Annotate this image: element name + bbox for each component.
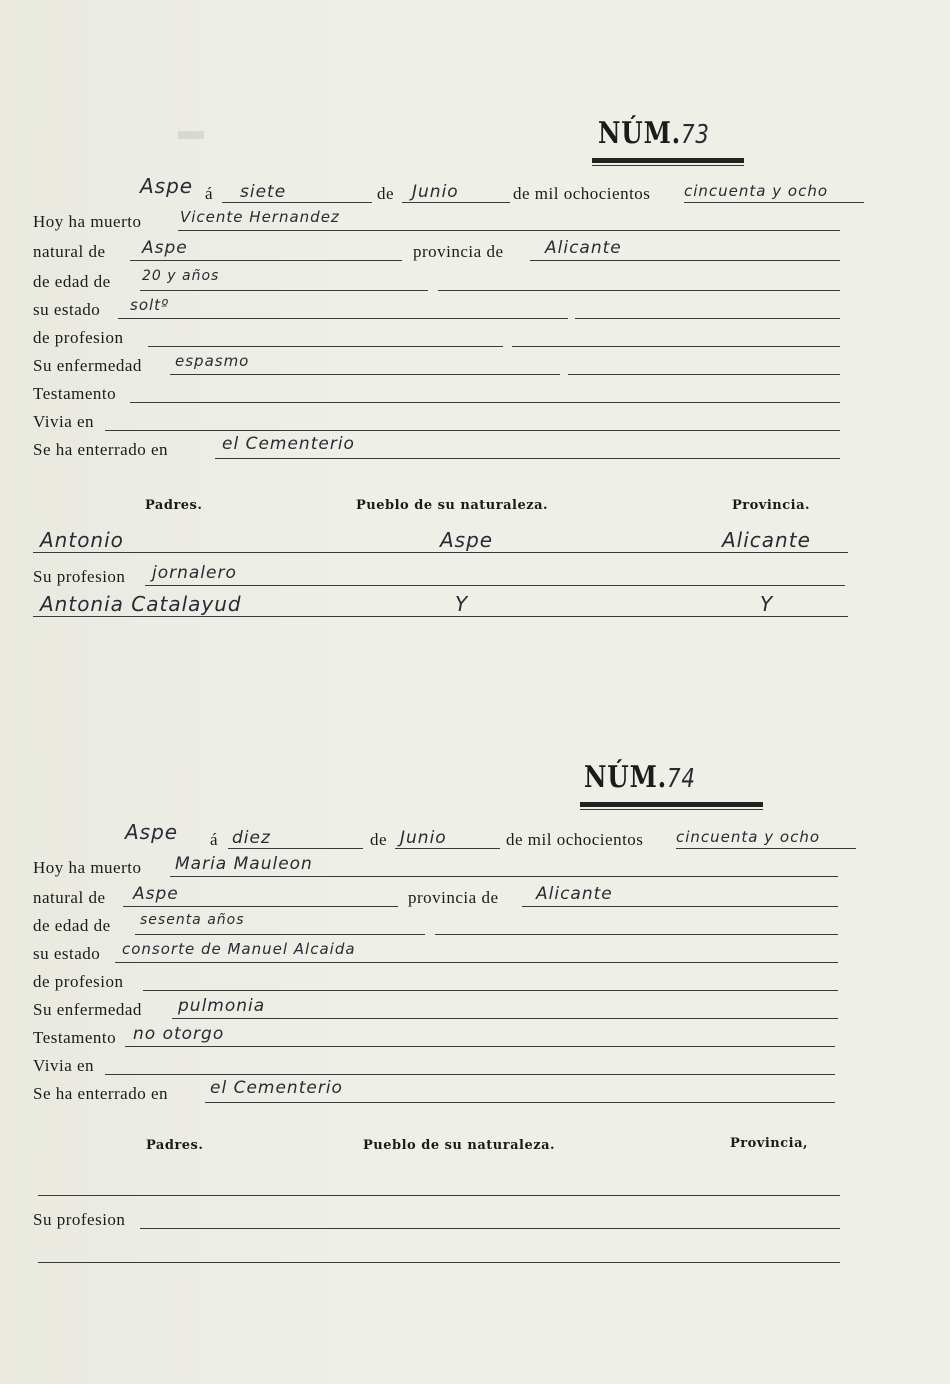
estado-label: su estado: [33, 944, 101, 963]
edad-line: [140, 290, 428, 291]
provincia-line: [522, 906, 838, 907]
enfermedad-value: espasmo: [175, 352, 250, 370]
provincia-line: [530, 260, 840, 261]
natural-value: Aspe: [142, 238, 188, 258]
enfermedad-line: [170, 374, 560, 375]
enfermedad-line-2: [568, 374, 840, 375]
name-line: [178, 230, 840, 231]
deceased-name: Vicente Hernandez: [180, 208, 340, 226]
profesion-row: [0, 324, 950, 352]
enfermedad-value: pulmonia: [178, 996, 266, 1016]
year-line: [676, 848, 856, 849]
a-label: á: [210, 830, 219, 849]
profesion-line: [148, 346, 503, 347]
a-label: á: [205, 184, 214, 203]
father-row: [0, 528, 950, 556]
natural-value: Aspe: [133, 884, 179, 904]
profesion-label: de profesion: [33, 972, 124, 991]
pueblo-heading: Pueblo de su naturaleza.: [356, 498, 549, 513]
month-value: Junio: [400, 828, 447, 848]
deceased-name: Maria Mauleon: [175, 854, 313, 874]
natural-label: natural de: [33, 888, 106, 907]
enterrado-label: Se ha enterrado en: [33, 440, 169, 459]
father-prof-row: [0, 563, 950, 591]
natural-row: [0, 884, 950, 912]
number-label: NÚM.: [598, 116, 682, 151]
hoy-label: Hoy ha muerto: [33, 212, 142, 231]
date-row: [0, 820, 950, 854]
edad-value: sesenta años: [140, 912, 245, 928]
number-underline: [580, 802, 763, 807]
number-value: 73: [681, 120, 710, 150]
profesion-label: de profesion: [33, 328, 124, 347]
testamento-label: Testamento: [33, 384, 117, 403]
enfermedad-label: Su enfermedad: [33, 1000, 142, 1019]
su-profesion-label: Su profesion: [33, 1210, 126, 1229]
estado-value: consorte de Manuel Alcaida: [122, 940, 356, 958]
vivia-line: [105, 430, 840, 431]
provincia-label: provincia de: [408, 888, 499, 907]
su-profesion-label: Su profesion: [33, 567, 126, 586]
edad-row: [0, 912, 950, 940]
number-underline-thin: [592, 165, 744, 166]
year-value: cincuenta y ocho: [676, 828, 821, 846]
year-label: de mil ochocientos: [506, 830, 644, 849]
vivia-label: Vivia en: [33, 1056, 95, 1075]
father-provincia: Alicante: [722, 528, 811, 552]
month-line: [395, 848, 500, 849]
hoy-row: [0, 208, 950, 236]
place-value: Aspe: [125, 820, 179, 844]
natural-line: [123, 906, 398, 907]
day-value: diez: [232, 828, 271, 848]
enfermedad-row: [0, 352, 950, 380]
month-line: [402, 202, 510, 203]
padres-heading: Padres.: [145, 498, 203, 513]
edad-line-2: [435, 934, 838, 935]
year-value: cincuenta y ocho: [684, 182, 829, 200]
father-pueblo: Aspe: [440, 528, 494, 552]
number-underline-thin: [580, 809, 763, 810]
number-label: NÚM.: [584, 760, 668, 795]
hoy-label: Hoy ha muerto: [33, 858, 142, 877]
vivia-row: [0, 408, 950, 436]
vivia-row: [0, 1052, 950, 1080]
testamento-line: [130, 402, 840, 403]
de-label: de: [370, 830, 388, 849]
natural-label: natural de: [33, 242, 106, 261]
day-line: [222, 202, 372, 203]
estado-label: su estado: [33, 300, 101, 319]
estado-row: [0, 296, 950, 324]
number-underline: [592, 158, 744, 163]
record-number: [598, 116, 710, 151]
mother-provincia: Y: [760, 592, 774, 616]
provincia-value: Alicante: [536, 884, 613, 904]
father-line: [38, 1195, 840, 1196]
vivia-label: Vivia en: [33, 412, 95, 431]
padres-heading: Padres.: [146, 1138, 204, 1153]
name-line: [170, 876, 838, 877]
estado-line: [118, 318, 568, 319]
provincia-label: provincia de: [413, 242, 504, 261]
enterrado-value: el Cementerio: [210, 1078, 343, 1098]
enfermedad-line: [172, 1018, 838, 1019]
de-label: de: [377, 184, 395, 203]
father-prof-line: [145, 585, 845, 586]
father-line: [33, 552, 848, 553]
provincia-heading: Provincia.: [732, 498, 811, 513]
testamento-label: Testamento: [33, 1028, 117, 1047]
record-number: [584, 760, 696, 795]
edad-value: 20 y años: [142, 268, 220, 284]
estado-line-2: [575, 318, 840, 319]
mother-row: [0, 592, 950, 620]
enfermedad-label: Su enfermedad: [33, 356, 142, 375]
enterrado-row: [0, 1080, 950, 1108]
edad-label: de edad de: [33, 916, 111, 935]
provincia-value: Alicante: [545, 238, 622, 258]
edad-line: [135, 934, 425, 935]
estado-row: [0, 940, 950, 968]
mother-line: [33, 616, 848, 617]
mother-line: [38, 1262, 840, 1263]
edad-label: de edad de: [33, 272, 111, 291]
place-value: Aspe: [140, 174, 194, 198]
testamento-row: [0, 1024, 950, 1052]
hoy-row: [0, 854, 950, 882]
enterrado-row: [0, 436, 950, 464]
vivia-line: [105, 1074, 835, 1075]
enterrado-line: [215, 458, 840, 459]
testamento-row: [0, 380, 950, 408]
profesion-line-2: [512, 346, 840, 347]
date-row: [0, 174, 950, 208]
mother-name: Antonia Catalayud: [40, 592, 242, 616]
edad-line-2: [438, 290, 840, 291]
number-value: 74: [667, 764, 696, 794]
testamento-line: [125, 1046, 835, 1047]
natural-row: [0, 238, 950, 266]
day-value: siete: [240, 182, 287, 202]
father-name: Antonio: [40, 528, 124, 552]
enterrado-label: Se ha enterrado en: [33, 1084, 169, 1103]
estado-line: [115, 962, 838, 963]
provincia-heading: Provincia,: [730, 1136, 809, 1151]
pueblo-heading: Pueblo de su naturaleza.: [363, 1138, 556, 1153]
bleed-through-mark: ▬: [178, 116, 204, 145]
estado-value: soltº: [130, 296, 170, 314]
enfermedad-row: [0, 996, 950, 1024]
father-profesion: jornalero: [152, 563, 237, 583]
mother-pueblo: Y: [455, 592, 469, 616]
month-value: Junio: [412, 182, 459, 202]
edad-row: [0, 268, 950, 296]
testamento-value: no otorgo: [133, 1024, 225, 1044]
profesion-line: [143, 990, 838, 991]
enterrado-line: [205, 1102, 835, 1103]
day-line: [228, 848, 363, 849]
natural-line: [130, 260, 402, 261]
father-prof-row: [0, 1206, 950, 1234]
profesion-row: [0, 968, 950, 996]
year-line: [684, 202, 864, 203]
year-label: de mil ochocientos: [513, 184, 651, 203]
enterrado-value: el Cementerio: [222, 434, 355, 454]
father-prof-line: [140, 1228, 840, 1229]
